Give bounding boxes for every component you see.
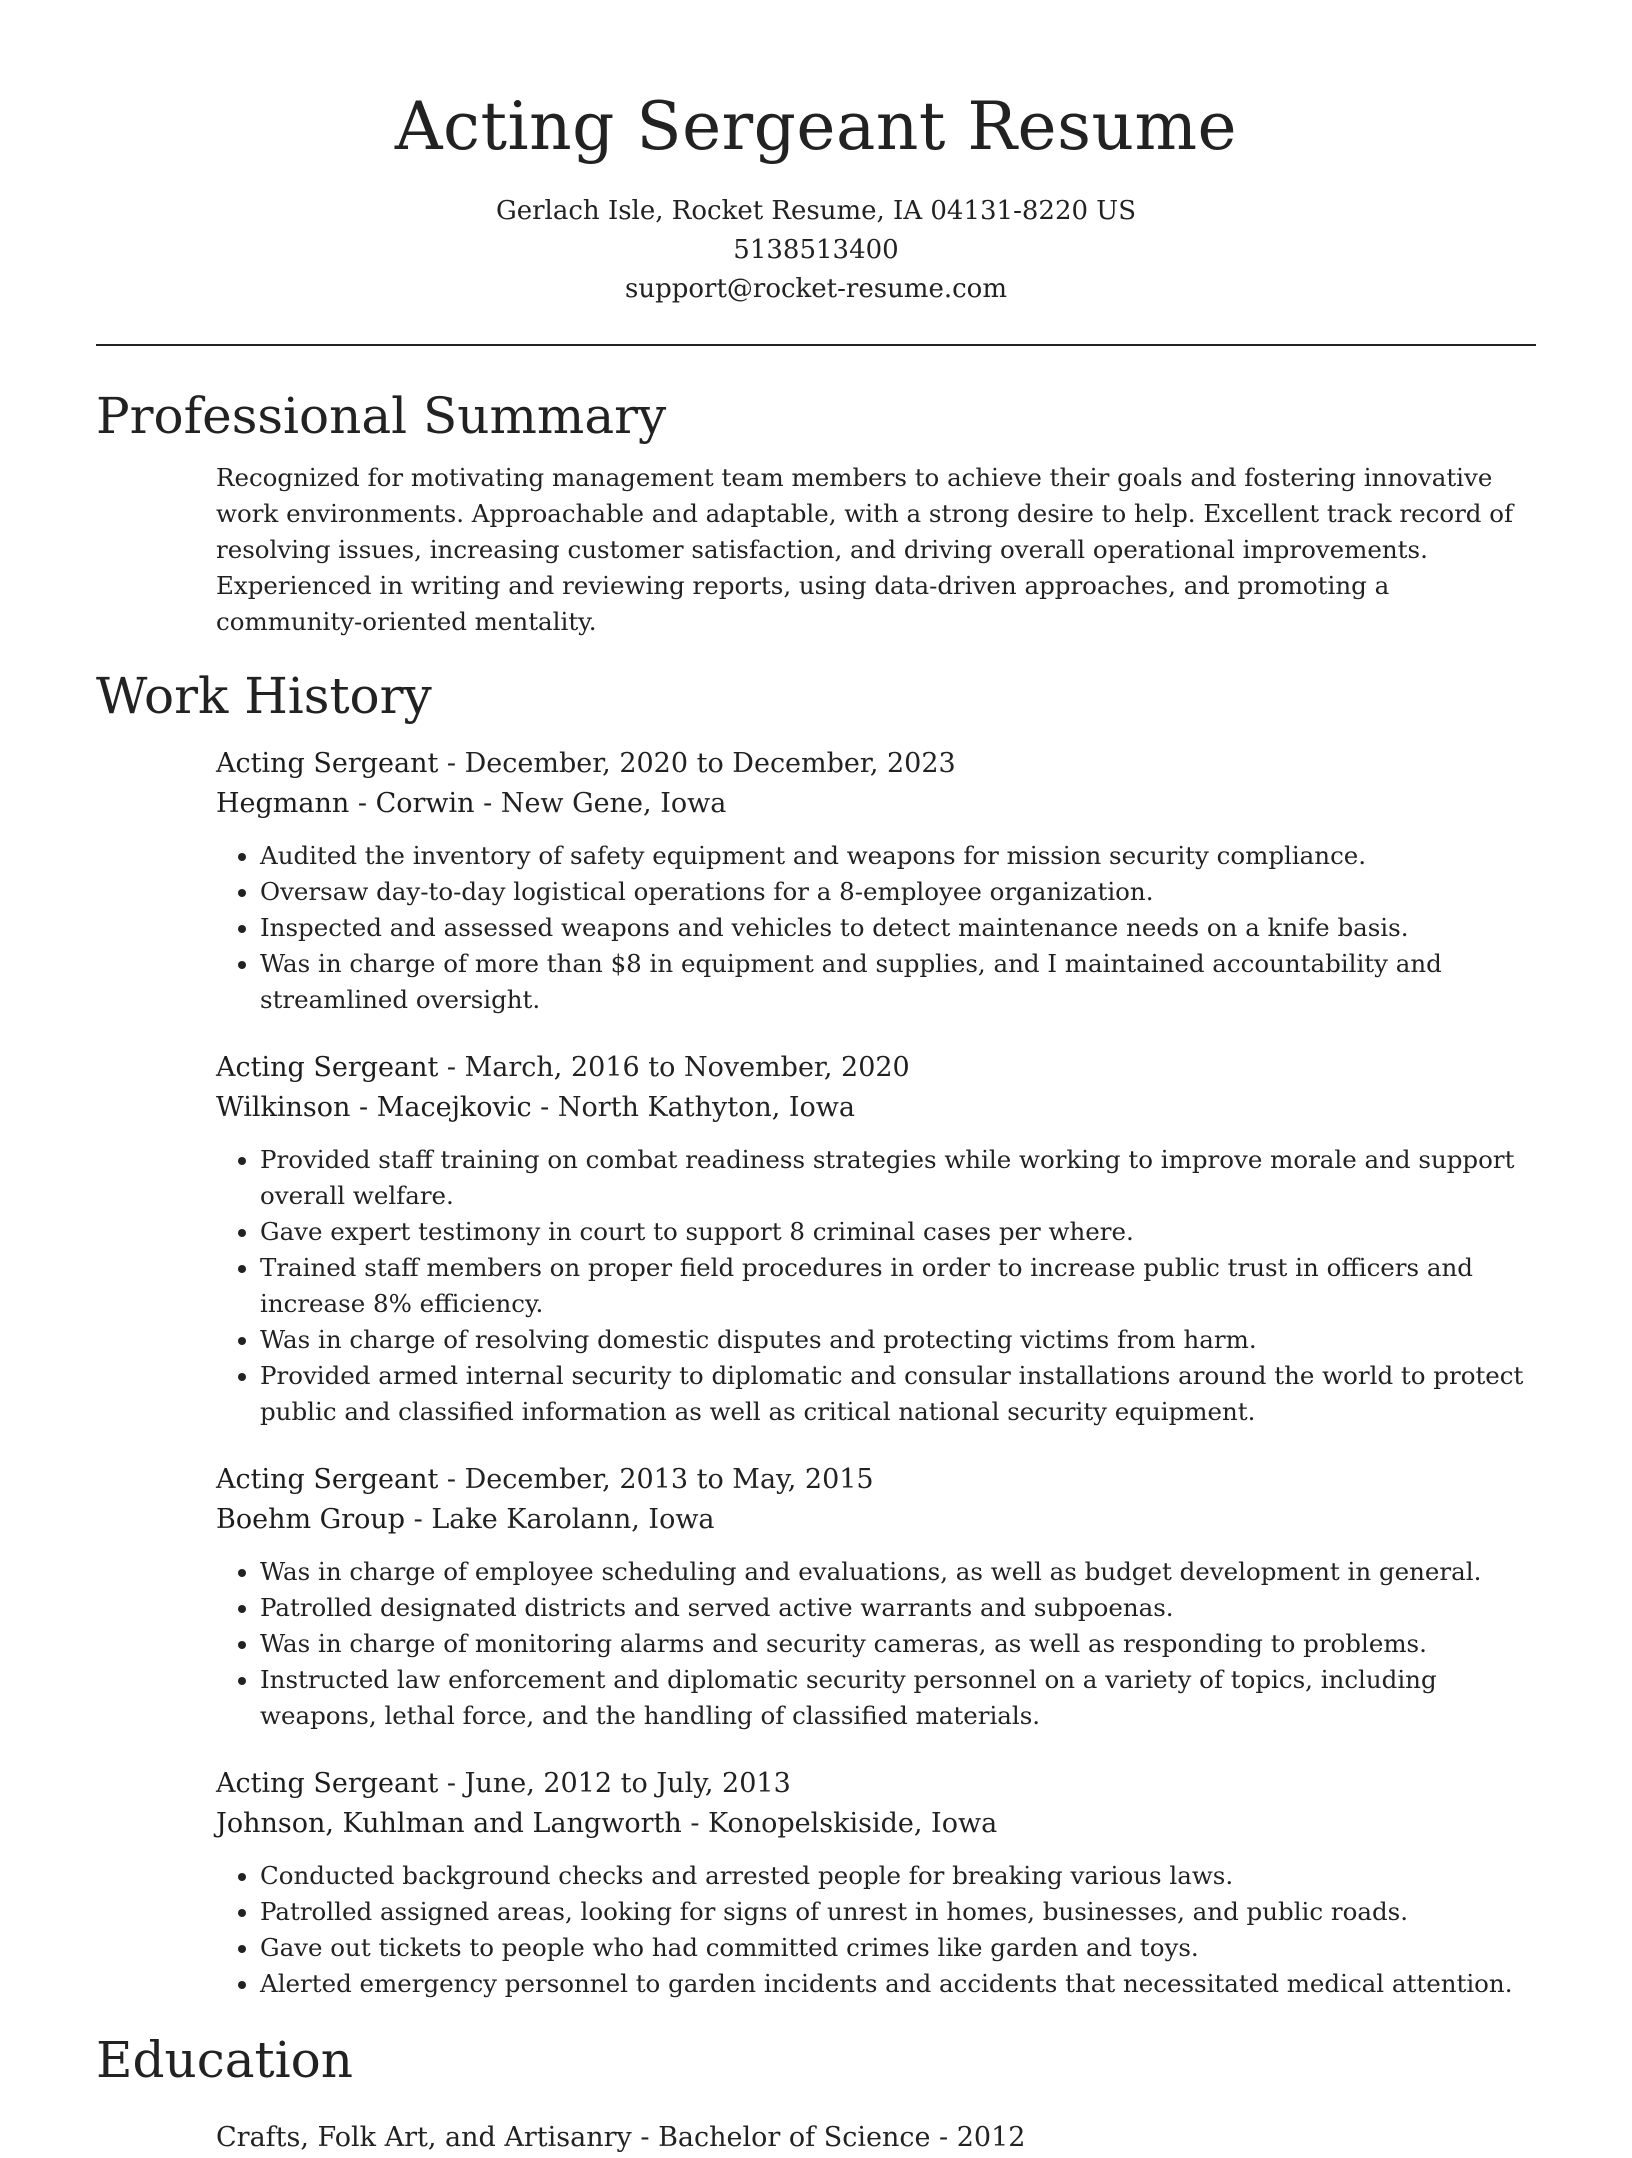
job-title-line [216,1764,1536,1804]
email: support@rocket-resume.com [624,274,1007,304]
job-company: Johnson, Kuhlman and Langworth [216,1808,682,1839]
job-title: Acting Sergeant [216,748,439,779]
contact-block [0,192,1632,309]
job-entry [216,744,1536,1018]
job-bullet: • Inspected and assessed weapons and vehicles to detect maintenance needs on a knife basis. [260,910,1536,946]
education-year: - 2012 [930,2122,1026,2153]
job-dates: - March, 2016 to November, 2020 [438,1052,910,1083]
job-bullet: • Alerted emergency personnel to garden incidents and accidents that necessitated medical attention. [260,1966,1536,2002]
job-bullets [216,838,1536,1018]
job-title: Acting Sergeant [216,1768,439,1799]
job-location: - New Gene, Iowa [474,788,727,819]
job-company-line [216,1804,1536,1844]
job-bullet: • Was in charge of more than $8 in equipment and supplies, and I maintained accountability and streamlined oversight. [260,946,1536,1018]
job-bullet: • Was in charge of resolving domestic disputes and protecting victims from harm. [260,1322,1536,1358]
resume-header [0,0,1632,309]
job-bullets [216,1554,1536,1734]
summary-heading: Professional Summary [96,387,667,445]
job-dates: - December, 2020 to December, 2023 [438,748,956,779]
job-bullet: • Patrolled assigned areas, looking for signs of unrest in homes, businesses, and public roads. [260,1894,1536,1930]
job-location: - Lake Karolann, Iowa [405,1504,715,1535]
education-degree: - Bachelor of Science [631,2122,931,2153]
job-location: - Konopelskiside, Iowa [681,1808,998,1839]
education-heading: Education [96,2031,353,2089]
job-entry [216,1764,1536,2002]
job-company: Wilkinson - Macejkovic [216,1092,532,1123]
address: Gerlach Isle, Rocket Resume, IA 04131-8220 US [495,196,1137,226]
header-divider [96,344,1536,346]
job-company: Boehm Group [216,1504,406,1535]
job-entry [216,1048,1536,1430]
job-bullet: • Conducted background checks and arrested people for breaking various laws. [260,1858,1536,1894]
job-title: Acting Sergeant [216,1464,439,1495]
job-company-line [216,784,1536,824]
job-title: Acting Sergeant [216,1052,439,1083]
job-dates: - June, 2012 to July, 2013 [438,1768,791,1799]
job-bullets [216,1142,1536,1430]
job-bullet: • Gave expert testimony in court to support 8 criminal cases per where. [260,1214,1536,1250]
job-entry [216,1460,1536,1734]
job-company-line [216,1500,1536,1540]
education-entry [216,2118,1536,2158]
job-bullet: • Patrolled designated districts and served active warrants and subpoenas. [260,1590,1536,1626]
job-bullets [216,1858,1536,2002]
job-bullet: • Was in charge of monitoring alarms and security cameras, as well as responding to problems. [260,1626,1536,1662]
education-field: Crafts, Folk Art, and Artisanry [216,2122,632,2153]
job-bullet: • Audited the inventory of safety equipment and weapons for mission security compliance. [260,838,1536,874]
job-bullet: • Gave out tickets to people who had committed crimes like garden and toys. [260,1930,1536,1966]
job-location: - North Kathyton, Iowa [531,1092,856,1123]
job-bullet: • Trained staff members on proper field procedures in order to increase public trust in officers and increase 8% efficiency. [260,1250,1536,1322]
job-bullet: • Oversaw day-to-day logistical operations for a 8-employee organization. [260,874,1536,910]
job-company-line [216,1088,1536,1128]
job-bullet: • Provided staff training on combat readiness strategies while working to improve morale and support overall welfare. [260,1142,1536,1214]
job-bullet: • Was in charge of employee scheduling and evaluations, as well as budget development in general. [260,1554,1536,1590]
job-bullet: • Provided armed internal security to diplomatic and consular installations around the world to protect public and classified information as well as critical national security equipment. [260,1358,1536,1430]
job-company: Hegmann - Corwin [216,788,475,819]
resume-title: Acting Sergeant Resume [394,88,1238,165]
job-title-line [216,1460,1536,1500]
job-bullet: • Instructed law enforcement and diplomatic security personnel on a variety of topics, including weapons, lethal force, and the handling of classified materials. [260,1662,1536,1734]
phone: 5138513400 [733,235,899,265]
work-history-heading: Work History [96,667,432,725]
summary-text: Recognized for motivating management team members to achieve their goals and fostering innovative work environments. Approachable and adaptable, with a strong desire to help. Excellent track record of resolving issues, increasing customer satisfaction, and driving overall operational improvements. Experienced in writing and reviewing reports, using data-driven approaches, and promoting a community-oriented mentality. [216,463,1514,636]
job-title-line [216,1048,1536,1088]
job-dates: - December, 2013 to May, 2015 [438,1464,874,1495]
job-title-line [216,744,1536,784]
